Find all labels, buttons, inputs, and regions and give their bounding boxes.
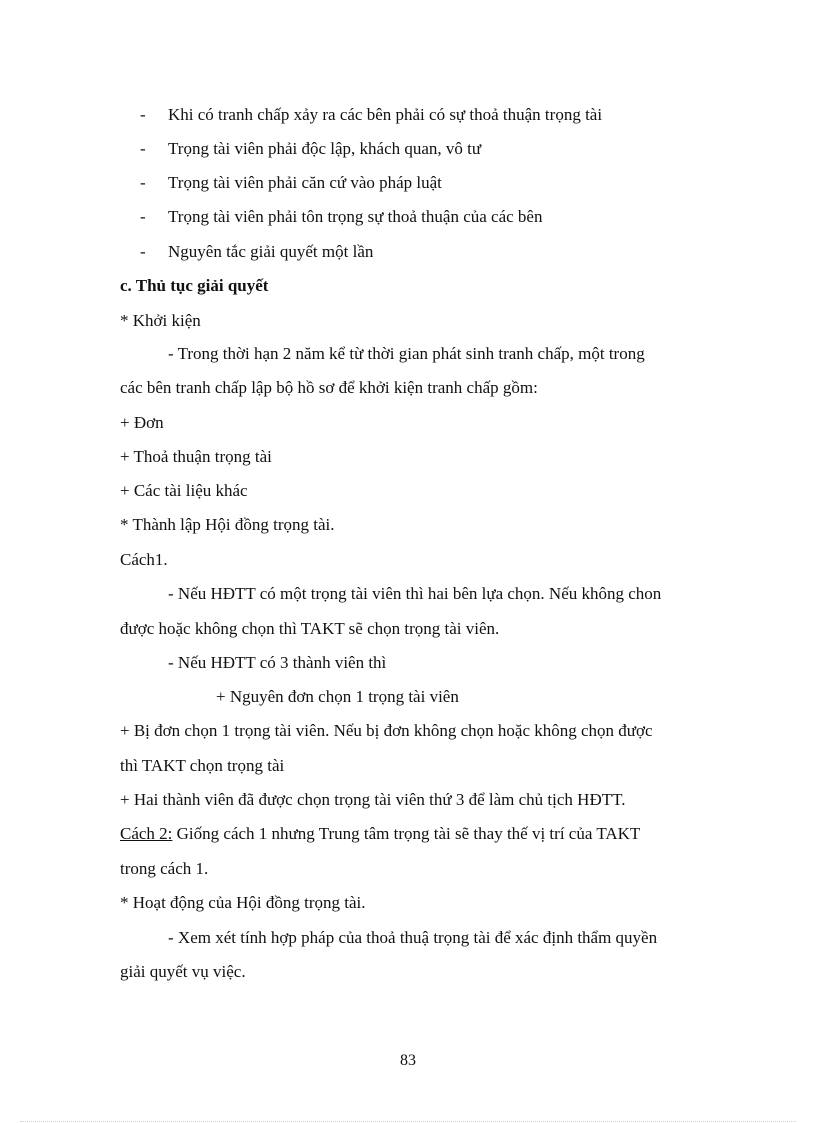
bullet-text: Trọng tài viên phải độc lập, khách quan, vô tư — [168, 139, 482, 158]
bullet-item — [140, 138, 720, 160]
bullet-dash: - — [140, 173, 146, 192]
cach2-text: Giống cách 1 nhưng Trung tâm trọng tài sẽ thay thế vị trí của TAKT — [172, 824, 641, 843]
bullet-text: Nguyên tắc giải quyết một lần — [168, 242, 374, 261]
paragraph-line: + Bị đơn chọn 1 trọng tài viên. Nếu bị đơn không chọn hoặc không chọn được — [120, 721, 653, 740]
paragraph-line: các bên tranh chấp lập bộ hồ sơ để khởi kiện tranh chấp gồm: — [120, 378, 538, 397]
footer-divider — [20, 1121, 796, 1122]
bullet-item — [140, 241, 720, 263]
paragraph-line — [120, 823, 700, 845]
bullet-item — [140, 172, 720, 194]
paragraph-line: trong cách 1. — [120, 859, 209, 878]
bullet-text: Trọng tài viên phải căn cứ vào pháp luật — [168, 173, 442, 192]
section-heading: c. Thủ tục giải quyết — [120, 276, 269, 295]
subheading-cach1: Cách1. — [120, 550, 168, 569]
bullet-dash: - — [140, 207, 146, 226]
bullet-text: Khi có tranh chấp xảy ra các bên phải có sự thoả thuận trọng tài — [168, 105, 603, 124]
paragraph-line: - Xem xét tính hợp pháp của thoả thuậ trọng tài để xác định thẩm quyền — [168, 928, 658, 947]
paragraph-line: - Nếu HĐTT có 3 thành viên thì — [168, 653, 387, 672]
page-number: 83 — [400, 1052, 416, 1069]
bullet-dash: - — [140, 139, 146, 158]
list-item: + Nguyên đơn chọn 1 trọng tài viên — [216, 687, 459, 706]
paragraph-line: + Hai thành viên đã được chọn trọng tài viên thứ 3 để làm chủ tịch HĐTT. — [120, 790, 626, 809]
list-item: + Các tài liệu khác — [120, 481, 248, 500]
paragraph-line: - Nếu HĐTT có một trọng tài viên thì hai bên lựa chọn. Nếu không chon — [168, 584, 662, 603]
paragraph-line: được hoặc không chọn thì TAKT sẽ chọn trọng tài viên. — [120, 619, 500, 638]
paragraph-line: giải quyết vụ việc. — [120, 962, 246, 981]
bullet-text: Trọng tài viên phải tôn trọng sự thoả thuận của các bên — [168, 207, 543, 226]
bullet-dash: - — [140, 242, 146, 261]
subheading-thanh-lap: * Thành lập Hội đồng trọng tài. — [120, 515, 335, 534]
cach2-label: Cách 2: — [120, 824, 173, 843]
paragraph-line: - Trong thời hạn 2 năm kể từ thời gian phát sinh tranh chấp, một trong — [168, 344, 645, 363]
bullet-item — [140, 104, 720, 126]
bullet-dash: - — [140, 105, 146, 124]
subheading-hoat-dong: * Hoạt động của Hội đồng trọng tài. — [120, 893, 366, 912]
paragraph-line: thì TAKT chọn trọng tài — [120, 756, 285, 775]
list-item: + Đơn — [120, 413, 164, 432]
subheading-khoi-kien: * Khởi kiện — [120, 311, 201, 330]
list-item: + Thoả thuận trọng tài — [120, 447, 272, 466]
bullet-item — [140, 206, 720, 228]
